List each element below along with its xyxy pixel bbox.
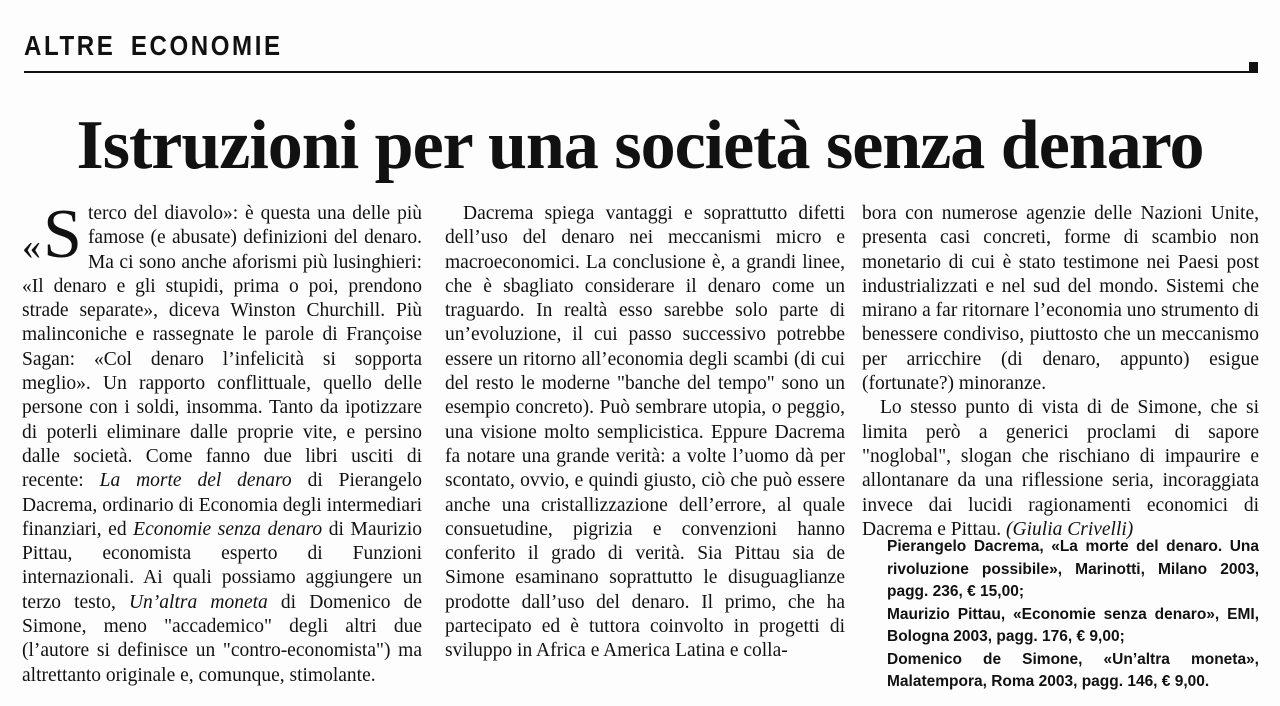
column-3-paragraph-1: bora con numerose agenzie delle Nazioni Unite, presenta casi concreti, forme di scambio non monetario di cui è stato testimone nei Paesi post industrializzati e nel sud del mondo. Sistemi che mirano a far ritornare l’economia uno strumento di benessere condiviso, piuttosto che un meccanismo per arricchire (di denaro, appunto) esigue (fortunate?) minoranze. (862, 203, 1259, 395)
article-column-3 (862, 202, 1259, 542)
book-title-1: La morte del denaro (99, 470, 292, 492)
section-rule-end-block (1249, 62, 1258, 73)
drop-cap: S (43, 196, 82, 273)
column-1-text-c: di Maurizio Pittau, economista esperto di Funzioni internazionali. Ai quali possiamo aggiungere un terzo testo, (22, 518, 422, 613)
section-rule (24, 71, 1258, 73)
column-2-paragraph: Dacrema spiega vantaggi e soprattutto difetti dell’uso del denaro nei meccanismi micro e macroeconomici. La conclusione è, a grandi linee, che è sbagliato considerare il denaro come un traguardo. In realtà esso sarebbe solo parte di un’evoluzione, il cui passo successivo potrebbe essere un ritorno all’economia degli scambi (di cui del resto le moderne "banche del tempo" sono un esempio concreto). Può sembrare utopia, o peggio, una visione molto semplicistica. Eppure Dacrema fa notare una grande verità: a volte l’uomo dà per scontato, ovvio, e quindi giusto, ciò che può essere anche una cristallizzazione dell’errore, al quale consuetudine, pigrizia e convenzioni hanno conferito il grado di verità. Sia Pittau sia de Simone esaminano soprattutto le disuguaglianze prodotte dall’uso del denaro. Il primo, che ha partecipato ed è tuttora coinvolto in progetti di sviluppo in Africa e America Latina e colla- (445, 203, 845, 662)
book-title-3: Un’altra moneta (128, 591, 268, 613)
column-1-text-d: di Domenico de Simone, meno "accademico" degli altri due (l’autore si definisce un "contro-economista") ma altrettanto originale e, comunque, stimolante. (22, 591, 422, 686)
column-3-paragraph-2 (862, 396, 1259, 542)
headline: Istruzioni per una società senza denaro (76, 107, 1204, 184)
bibliography-entry: Maurizio Pittau, «Economie senza denaro», EMI, Bologna 2003, pagg. 176, € 9,00; (887, 605, 1259, 645)
book-title-2: Economie senza denaro (133, 518, 323, 540)
section-label (24, 26, 283, 66)
author-signature: (Giulia Crivelli) (1006, 518, 1134, 540)
bibliography-entry: Pierangelo Dacrema, «La morte del denaro. Una rivoluzione possibile», Marinotti, Milano 2003, pagg. 236, € 15,00; (887, 538, 1259, 600)
opening-quote-mark: « (22, 226, 41, 268)
column-1-paragraph (22, 196, 423, 688)
section-label-word-1: ALTRE (24, 30, 116, 61)
column-3-paragraph-2-text: Lo stesso punto di vista di de Simone, che si limita però a generici proclami di sapore "noglobal", slogan che rischiano di impaurire e allontanare da una riflessione seria, incoraggiata invece dai lucidi ragionamenti economici di Dacrema e Pittau. (862, 397, 1259, 540)
column-1-text-a: terco del diavolo»: è questa una delle più famose (e abusate) definizioni del denaro. Ma ci sono anche aforismi più lusinghieri: «Il denaro e gli stupidi, prima o poi, prendono strade separate», diceva Winston Churchill. Più malinconiche e rassegnate le parole di Françoise Sagan: «Col denaro l’infelicità si sopporta meglio». Un rapporto conflittuale, quello delle persone con i soldi, insomma. Tanto da ipotizzare di poterli eliminare dalle proprie vite, e persino dalle società. Come fanno due libri usciti di recente: (22, 203, 422, 492)
bibliography-box (887, 536, 1259, 694)
column-1-text-b: di Pierangelo Dacrema, ordinario di Economia degli intermediari finanziari, ed (22, 470, 423, 540)
article-column-2 (445, 202, 845, 664)
section-label-word-2: ECONOMIE (130, 30, 283, 61)
article-column-1 (22, 196, 423, 688)
bibliography-entry: Domenico de Simone, «Un’altra moneta», Malatempora, Roma 2003, pagg. 146, € 9,00. (887, 650, 1259, 690)
